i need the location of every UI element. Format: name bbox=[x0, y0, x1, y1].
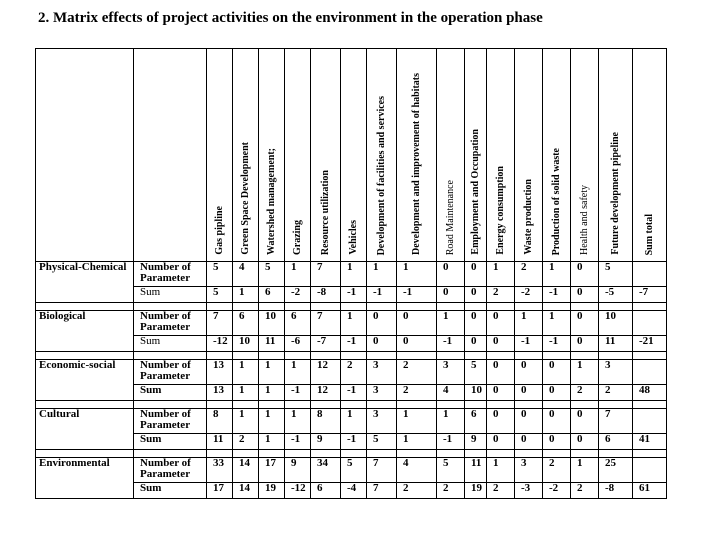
sum-cell: 5 bbox=[367, 434, 397, 450]
header-row bbox=[36, 49, 667, 262]
sum-cell: 0 bbox=[515, 385, 543, 401]
spacer-cell bbox=[397, 303, 437, 311]
sum-cell: 2 bbox=[233, 434, 259, 450]
sum-cell: -1 bbox=[341, 287, 367, 303]
sum-cell: 19 bbox=[465, 483, 487, 499]
number-cell: 0 bbox=[515, 409, 543, 434]
spacer-cell bbox=[36, 303, 134, 311]
number-cell bbox=[633, 409, 667, 434]
spacer-cell bbox=[233, 352, 259, 360]
number-cell: 13 bbox=[207, 360, 233, 385]
number-cell: 3 bbox=[515, 458, 543, 483]
spacer-cell bbox=[571, 352, 599, 360]
sum-cell: 9 bbox=[465, 434, 487, 450]
sum-cell: 6 bbox=[599, 434, 633, 450]
spacer-cell bbox=[599, 450, 633, 458]
table-row bbox=[36, 409, 667, 434]
sum-cell: -1 bbox=[367, 287, 397, 303]
number-cell bbox=[633, 311, 667, 336]
number-cell: 3 bbox=[367, 409, 397, 434]
column-header-label: Sum total bbox=[644, 213, 655, 255]
number-cell: 0 bbox=[571, 409, 599, 434]
sum-cell: -1 bbox=[285, 385, 311, 401]
number-cell: 7 bbox=[311, 262, 341, 287]
spacer-cell bbox=[437, 450, 465, 458]
page-title: 2. Matrix effects of project activities on the environment in the operation phase bbox=[38, 10, 543, 26]
sum-cell: 0 bbox=[465, 287, 487, 303]
row-label-number: Number of Parameter bbox=[134, 458, 207, 483]
sum-cell: 2 bbox=[487, 287, 515, 303]
column-header bbox=[367, 49, 397, 262]
row-label-sum: Sum bbox=[134, 483, 207, 499]
sum-cell: 0 bbox=[367, 336, 397, 352]
number-cell: 1 bbox=[397, 409, 437, 434]
number-cell: 10 bbox=[599, 311, 633, 336]
number-cell: 3 bbox=[599, 360, 633, 385]
number-cell: 0 bbox=[437, 262, 465, 287]
column-header-label: Production of solid waste bbox=[551, 147, 562, 255]
sum-cell: 1 bbox=[233, 287, 259, 303]
sum-cell: 2 bbox=[397, 483, 437, 499]
sum-cell: 0 bbox=[571, 287, 599, 303]
row-label-number: Number of Parameter bbox=[134, 311, 207, 336]
sum-cell: 2 bbox=[571, 483, 599, 499]
column-header-label: Development of facilities and services bbox=[376, 95, 387, 255]
number-cell: 1 bbox=[543, 311, 571, 336]
spacer-cell bbox=[341, 450, 367, 458]
column-header-label: Watershed management; bbox=[266, 148, 277, 255]
sum-cell: -1 bbox=[543, 287, 571, 303]
number-cell: 6 bbox=[233, 311, 259, 336]
spacer-cell bbox=[465, 303, 487, 311]
column-header-label: Employment and Occupation bbox=[470, 129, 481, 255]
spacer-cell bbox=[367, 303, 397, 311]
number-cell: 0 bbox=[367, 311, 397, 336]
number-cell: 34 bbox=[311, 458, 341, 483]
table-row bbox=[36, 262, 667, 287]
spacer-cell bbox=[134, 303, 207, 311]
spacer-cell bbox=[341, 401, 367, 409]
column-header bbox=[599, 49, 633, 262]
column-header bbox=[285, 49, 311, 262]
number-cell: 25 bbox=[599, 458, 633, 483]
spacer-cell bbox=[207, 303, 233, 311]
number-cell: 3 bbox=[437, 360, 465, 385]
number-cell: 1 bbox=[397, 262, 437, 287]
sum-cell: 0 bbox=[543, 385, 571, 401]
spacer-cell bbox=[599, 352, 633, 360]
spacer-cell bbox=[285, 450, 311, 458]
spacer-cell bbox=[487, 401, 515, 409]
column-header-label: Health and safety bbox=[579, 185, 590, 255]
number-cell: 0 bbox=[543, 409, 571, 434]
sum-cell: 48 bbox=[633, 385, 667, 401]
spacer-cell bbox=[515, 401, 543, 409]
spacer-cell bbox=[36, 401, 134, 409]
column-header-label: Gas pipline bbox=[214, 206, 225, 255]
spacer-cell bbox=[341, 352, 367, 360]
number-cell: 1 bbox=[571, 360, 599, 385]
row-label-sum: Sum bbox=[134, 287, 207, 303]
sum-cell: 3 bbox=[367, 385, 397, 401]
group-spacer bbox=[36, 352, 667, 360]
matrix-body bbox=[36, 262, 667, 499]
spacer-cell bbox=[311, 450, 341, 458]
number-cell: 1 bbox=[571, 458, 599, 483]
column-header-label: Energy consumption bbox=[495, 166, 506, 255]
spacer-cell bbox=[311, 303, 341, 311]
sum-cell: 6 bbox=[311, 483, 341, 499]
number-cell: 1 bbox=[515, 311, 543, 336]
sum-cell: 12 bbox=[311, 385, 341, 401]
number-cell: 0 bbox=[571, 311, 599, 336]
number-cell: 1 bbox=[341, 409, 367, 434]
number-cell: 8 bbox=[311, 409, 341, 434]
sum-cell: -7 bbox=[311, 336, 341, 352]
sum-cell: 0 bbox=[515, 434, 543, 450]
table-row bbox=[36, 458, 667, 483]
column-header bbox=[515, 49, 543, 262]
number-cell: 6 bbox=[465, 409, 487, 434]
spacer-cell bbox=[397, 401, 437, 409]
sum-cell: 11 bbox=[259, 336, 285, 352]
number-cell: 0 bbox=[465, 262, 487, 287]
sum-cell: -6 bbox=[285, 336, 311, 352]
group-spacer bbox=[36, 303, 667, 311]
sum-cell: 1 bbox=[397, 434, 437, 450]
number-cell: 0 bbox=[465, 311, 487, 336]
sum-cell: 14 bbox=[233, 483, 259, 499]
sum-cell: 5 bbox=[207, 287, 233, 303]
spacer-cell bbox=[285, 352, 311, 360]
spacer-cell bbox=[233, 401, 259, 409]
column-header bbox=[341, 49, 367, 262]
spacer-cell bbox=[571, 303, 599, 311]
number-cell: 11 bbox=[465, 458, 487, 483]
sum-cell: 2 bbox=[437, 483, 465, 499]
column-header-label: Road Maintenance bbox=[445, 179, 456, 255]
row-label-number: Number of Parameter bbox=[134, 360, 207, 385]
number-cell: 1 bbox=[341, 311, 367, 336]
spacer-cell bbox=[571, 401, 599, 409]
column-header-label: Grazing bbox=[292, 220, 303, 255]
column-header-label: Future development pipeline bbox=[610, 132, 621, 255]
sum-cell: -1 bbox=[437, 434, 465, 450]
sum-cell: -12 bbox=[285, 483, 311, 499]
sum-cell: -12 bbox=[207, 336, 233, 352]
spacer-cell bbox=[259, 352, 285, 360]
sum-cell: 10 bbox=[233, 336, 259, 352]
column-header bbox=[633, 49, 667, 262]
spacer-cell bbox=[543, 401, 571, 409]
spacer-cell bbox=[134, 401, 207, 409]
spacer-cell bbox=[311, 401, 341, 409]
group-label: Biological bbox=[36, 311, 134, 352]
spacer-cell bbox=[465, 352, 487, 360]
row-label-sum: Sum bbox=[134, 434, 207, 450]
number-cell: 5 bbox=[599, 262, 633, 287]
number-cell: 7 bbox=[207, 311, 233, 336]
group-label: Environmental bbox=[36, 458, 134, 499]
column-header bbox=[259, 49, 285, 262]
spacer-cell bbox=[341, 303, 367, 311]
spacer-cell bbox=[487, 352, 515, 360]
number-cell: 0 bbox=[543, 360, 571, 385]
sum-cell: -3 bbox=[515, 483, 543, 499]
sum-cell: -2 bbox=[515, 287, 543, 303]
number-cell: 14 bbox=[233, 458, 259, 483]
sum-cell: 11 bbox=[599, 336, 633, 352]
impact-matrix-table bbox=[35, 48, 667, 499]
number-cell: 1 bbox=[285, 262, 311, 287]
number-cell bbox=[633, 360, 667, 385]
sum-cell: 2 bbox=[397, 385, 437, 401]
spacer-cell bbox=[543, 303, 571, 311]
number-cell: 5 bbox=[465, 360, 487, 385]
sum-cell: -1 bbox=[515, 336, 543, 352]
header-corner bbox=[36, 49, 134, 262]
spacer-cell bbox=[633, 450, 667, 458]
sum-cell: 9 bbox=[311, 434, 341, 450]
spacer-cell bbox=[437, 303, 465, 311]
number-cell: 1 bbox=[437, 409, 465, 434]
sum-cell: 19 bbox=[259, 483, 285, 499]
sum-cell: 0 bbox=[571, 336, 599, 352]
group-label: Cultural bbox=[36, 409, 134, 450]
number-cell: 4 bbox=[397, 458, 437, 483]
column-header bbox=[233, 49, 259, 262]
number-cell: 1 bbox=[233, 360, 259, 385]
number-cell: 0 bbox=[397, 311, 437, 336]
spacer-cell bbox=[437, 401, 465, 409]
number-cell: 0 bbox=[487, 311, 515, 336]
number-cell: 2 bbox=[543, 458, 571, 483]
group-label: Physical-Chemical bbox=[36, 262, 134, 303]
spacer-cell bbox=[397, 450, 437, 458]
spacer-cell bbox=[259, 303, 285, 311]
number-cell: 0 bbox=[487, 360, 515, 385]
number-cell: 6 bbox=[285, 311, 311, 336]
column-header bbox=[571, 49, 599, 262]
sum-cell: -1 bbox=[285, 434, 311, 450]
sum-cell: -7 bbox=[633, 287, 667, 303]
sum-cell: 2 bbox=[599, 385, 633, 401]
number-cell bbox=[633, 458, 667, 483]
sum-cell: 0 bbox=[487, 385, 515, 401]
spacer-cell bbox=[259, 401, 285, 409]
spacer-cell bbox=[437, 352, 465, 360]
sum-cell: 11 bbox=[207, 434, 233, 450]
sum-cell: 10 bbox=[465, 385, 487, 401]
number-cell: 1 bbox=[341, 262, 367, 287]
spacer-cell bbox=[285, 303, 311, 311]
table-row bbox=[36, 360, 667, 385]
column-header-label: Resource utilization bbox=[320, 169, 331, 255]
sum-cell: -21 bbox=[633, 336, 667, 352]
spacer-cell bbox=[36, 450, 134, 458]
sum-cell: -1 bbox=[341, 385, 367, 401]
number-cell: 1 bbox=[285, 409, 311, 434]
spacer-cell bbox=[515, 450, 543, 458]
sum-cell: 0 bbox=[543, 434, 571, 450]
spacer-cell bbox=[633, 401, 667, 409]
sum-cell: 2 bbox=[487, 483, 515, 499]
spacer-cell bbox=[207, 450, 233, 458]
spacer-cell bbox=[599, 303, 633, 311]
sum-cell: 7 bbox=[367, 483, 397, 499]
group-spacer bbox=[36, 450, 667, 458]
number-cell: 0 bbox=[487, 409, 515, 434]
sum-cell: 0 bbox=[487, 434, 515, 450]
row-label-number: Number of Parameter bbox=[134, 409, 207, 434]
number-cell: 1 bbox=[367, 262, 397, 287]
column-header-label: Development and improvement of habitats bbox=[411, 72, 422, 255]
spacer-cell bbox=[367, 450, 397, 458]
sum-cell: 41 bbox=[633, 434, 667, 450]
sum-cell: 4 bbox=[437, 385, 465, 401]
number-cell: 10 bbox=[259, 311, 285, 336]
number-cell: 1 bbox=[487, 458, 515, 483]
sum-cell: -2 bbox=[543, 483, 571, 499]
row-label-sum: Sum bbox=[134, 385, 207, 401]
spacer-cell bbox=[367, 352, 397, 360]
spacer-cell bbox=[633, 352, 667, 360]
number-cell: 1 bbox=[487, 262, 515, 287]
number-cell: 5 bbox=[437, 458, 465, 483]
number-cell bbox=[633, 262, 667, 287]
number-cell: 3 bbox=[367, 360, 397, 385]
column-header bbox=[207, 49, 233, 262]
sum-cell: -4 bbox=[341, 483, 367, 499]
spacer-cell bbox=[367, 401, 397, 409]
sum-cell: -1 bbox=[397, 287, 437, 303]
sum-cell: 2 bbox=[571, 385, 599, 401]
spacer-cell bbox=[285, 401, 311, 409]
column-header bbox=[397, 49, 437, 262]
number-cell: 7 bbox=[599, 409, 633, 434]
sum-cell: 0 bbox=[487, 336, 515, 352]
spacer-cell bbox=[633, 303, 667, 311]
sum-cell: 1 bbox=[233, 385, 259, 401]
spacer-cell bbox=[311, 352, 341, 360]
spacer-cell bbox=[599, 401, 633, 409]
spacer-cell bbox=[259, 450, 285, 458]
column-header bbox=[437, 49, 465, 262]
number-cell: 1 bbox=[285, 360, 311, 385]
number-cell: 2 bbox=[397, 360, 437, 385]
sum-cell: 13 bbox=[207, 385, 233, 401]
number-cell: 7 bbox=[311, 311, 341, 336]
sum-cell: -8 bbox=[311, 287, 341, 303]
number-cell: 2 bbox=[515, 262, 543, 287]
spacer-cell bbox=[134, 450, 207, 458]
sum-cell: -1 bbox=[437, 336, 465, 352]
sum-cell: -8 bbox=[599, 483, 633, 499]
header-corner-sub bbox=[134, 49, 207, 262]
column-header bbox=[465, 49, 487, 262]
number-cell: 1 bbox=[437, 311, 465, 336]
number-cell: 12 bbox=[311, 360, 341, 385]
sum-cell: -1 bbox=[341, 434, 367, 450]
spacer-cell bbox=[36, 352, 134, 360]
number-cell: 5 bbox=[341, 458, 367, 483]
column-header bbox=[487, 49, 515, 262]
spacer-cell bbox=[233, 303, 259, 311]
number-cell: 33 bbox=[207, 458, 233, 483]
number-cell: 1 bbox=[233, 409, 259, 434]
spacer-cell bbox=[207, 352, 233, 360]
number-cell: 5 bbox=[259, 262, 285, 287]
spacer-cell bbox=[543, 450, 571, 458]
column-header bbox=[311, 49, 341, 262]
number-cell: 4 bbox=[233, 262, 259, 287]
sum-cell: -5 bbox=[599, 287, 633, 303]
spacer-cell bbox=[515, 352, 543, 360]
spacer-cell bbox=[487, 303, 515, 311]
column-header-label: Waste production bbox=[523, 179, 534, 255]
sum-cell: 1 bbox=[259, 385, 285, 401]
spacer-cell bbox=[487, 450, 515, 458]
number-cell: 0 bbox=[515, 360, 543, 385]
spacer-cell bbox=[515, 303, 543, 311]
row-label-number: Number of Parameter bbox=[134, 262, 207, 287]
spacer-cell bbox=[207, 401, 233, 409]
number-cell: 2 bbox=[341, 360, 367, 385]
sum-cell: -1 bbox=[543, 336, 571, 352]
table-row bbox=[36, 311, 667, 336]
number-cell: 5 bbox=[207, 262, 233, 287]
sum-cell: 0 bbox=[437, 287, 465, 303]
sum-cell: -2 bbox=[285, 287, 311, 303]
number-cell: 17 bbox=[259, 458, 285, 483]
spacer-cell bbox=[543, 352, 571, 360]
sum-cell: 6 bbox=[259, 287, 285, 303]
spacer-cell bbox=[465, 401, 487, 409]
column-header-label: Green Space Development bbox=[240, 142, 251, 255]
number-cell: 9 bbox=[285, 458, 311, 483]
column-header-label: Vehicles bbox=[348, 220, 359, 255]
row-label-sum: Sum bbox=[134, 336, 207, 352]
spacer-cell bbox=[465, 450, 487, 458]
number-cell: 0 bbox=[571, 262, 599, 287]
sum-cell: 17 bbox=[207, 483, 233, 499]
spacer-cell bbox=[397, 352, 437, 360]
sum-cell: 1 bbox=[259, 434, 285, 450]
group-label: Economic-social bbox=[36, 360, 134, 401]
column-header bbox=[543, 49, 571, 262]
number-cell: 1 bbox=[259, 360, 285, 385]
number-cell: 7 bbox=[367, 458, 397, 483]
sum-cell: 0 bbox=[571, 434, 599, 450]
spacer-cell bbox=[134, 352, 207, 360]
number-cell: 1 bbox=[543, 262, 571, 287]
sum-cell: -1 bbox=[341, 336, 367, 352]
group-spacer bbox=[36, 401, 667, 409]
spacer-cell bbox=[571, 450, 599, 458]
number-cell: 1 bbox=[259, 409, 285, 434]
number-cell: 8 bbox=[207, 409, 233, 434]
spacer-cell bbox=[233, 450, 259, 458]
sum-cell: 0 bbox=[397, 336, 437, 352]
sum-cell: 0 bbox=[465, 336, 487, 352]
sum-cell: 61 bbox=[633, 483, 667, 499]
